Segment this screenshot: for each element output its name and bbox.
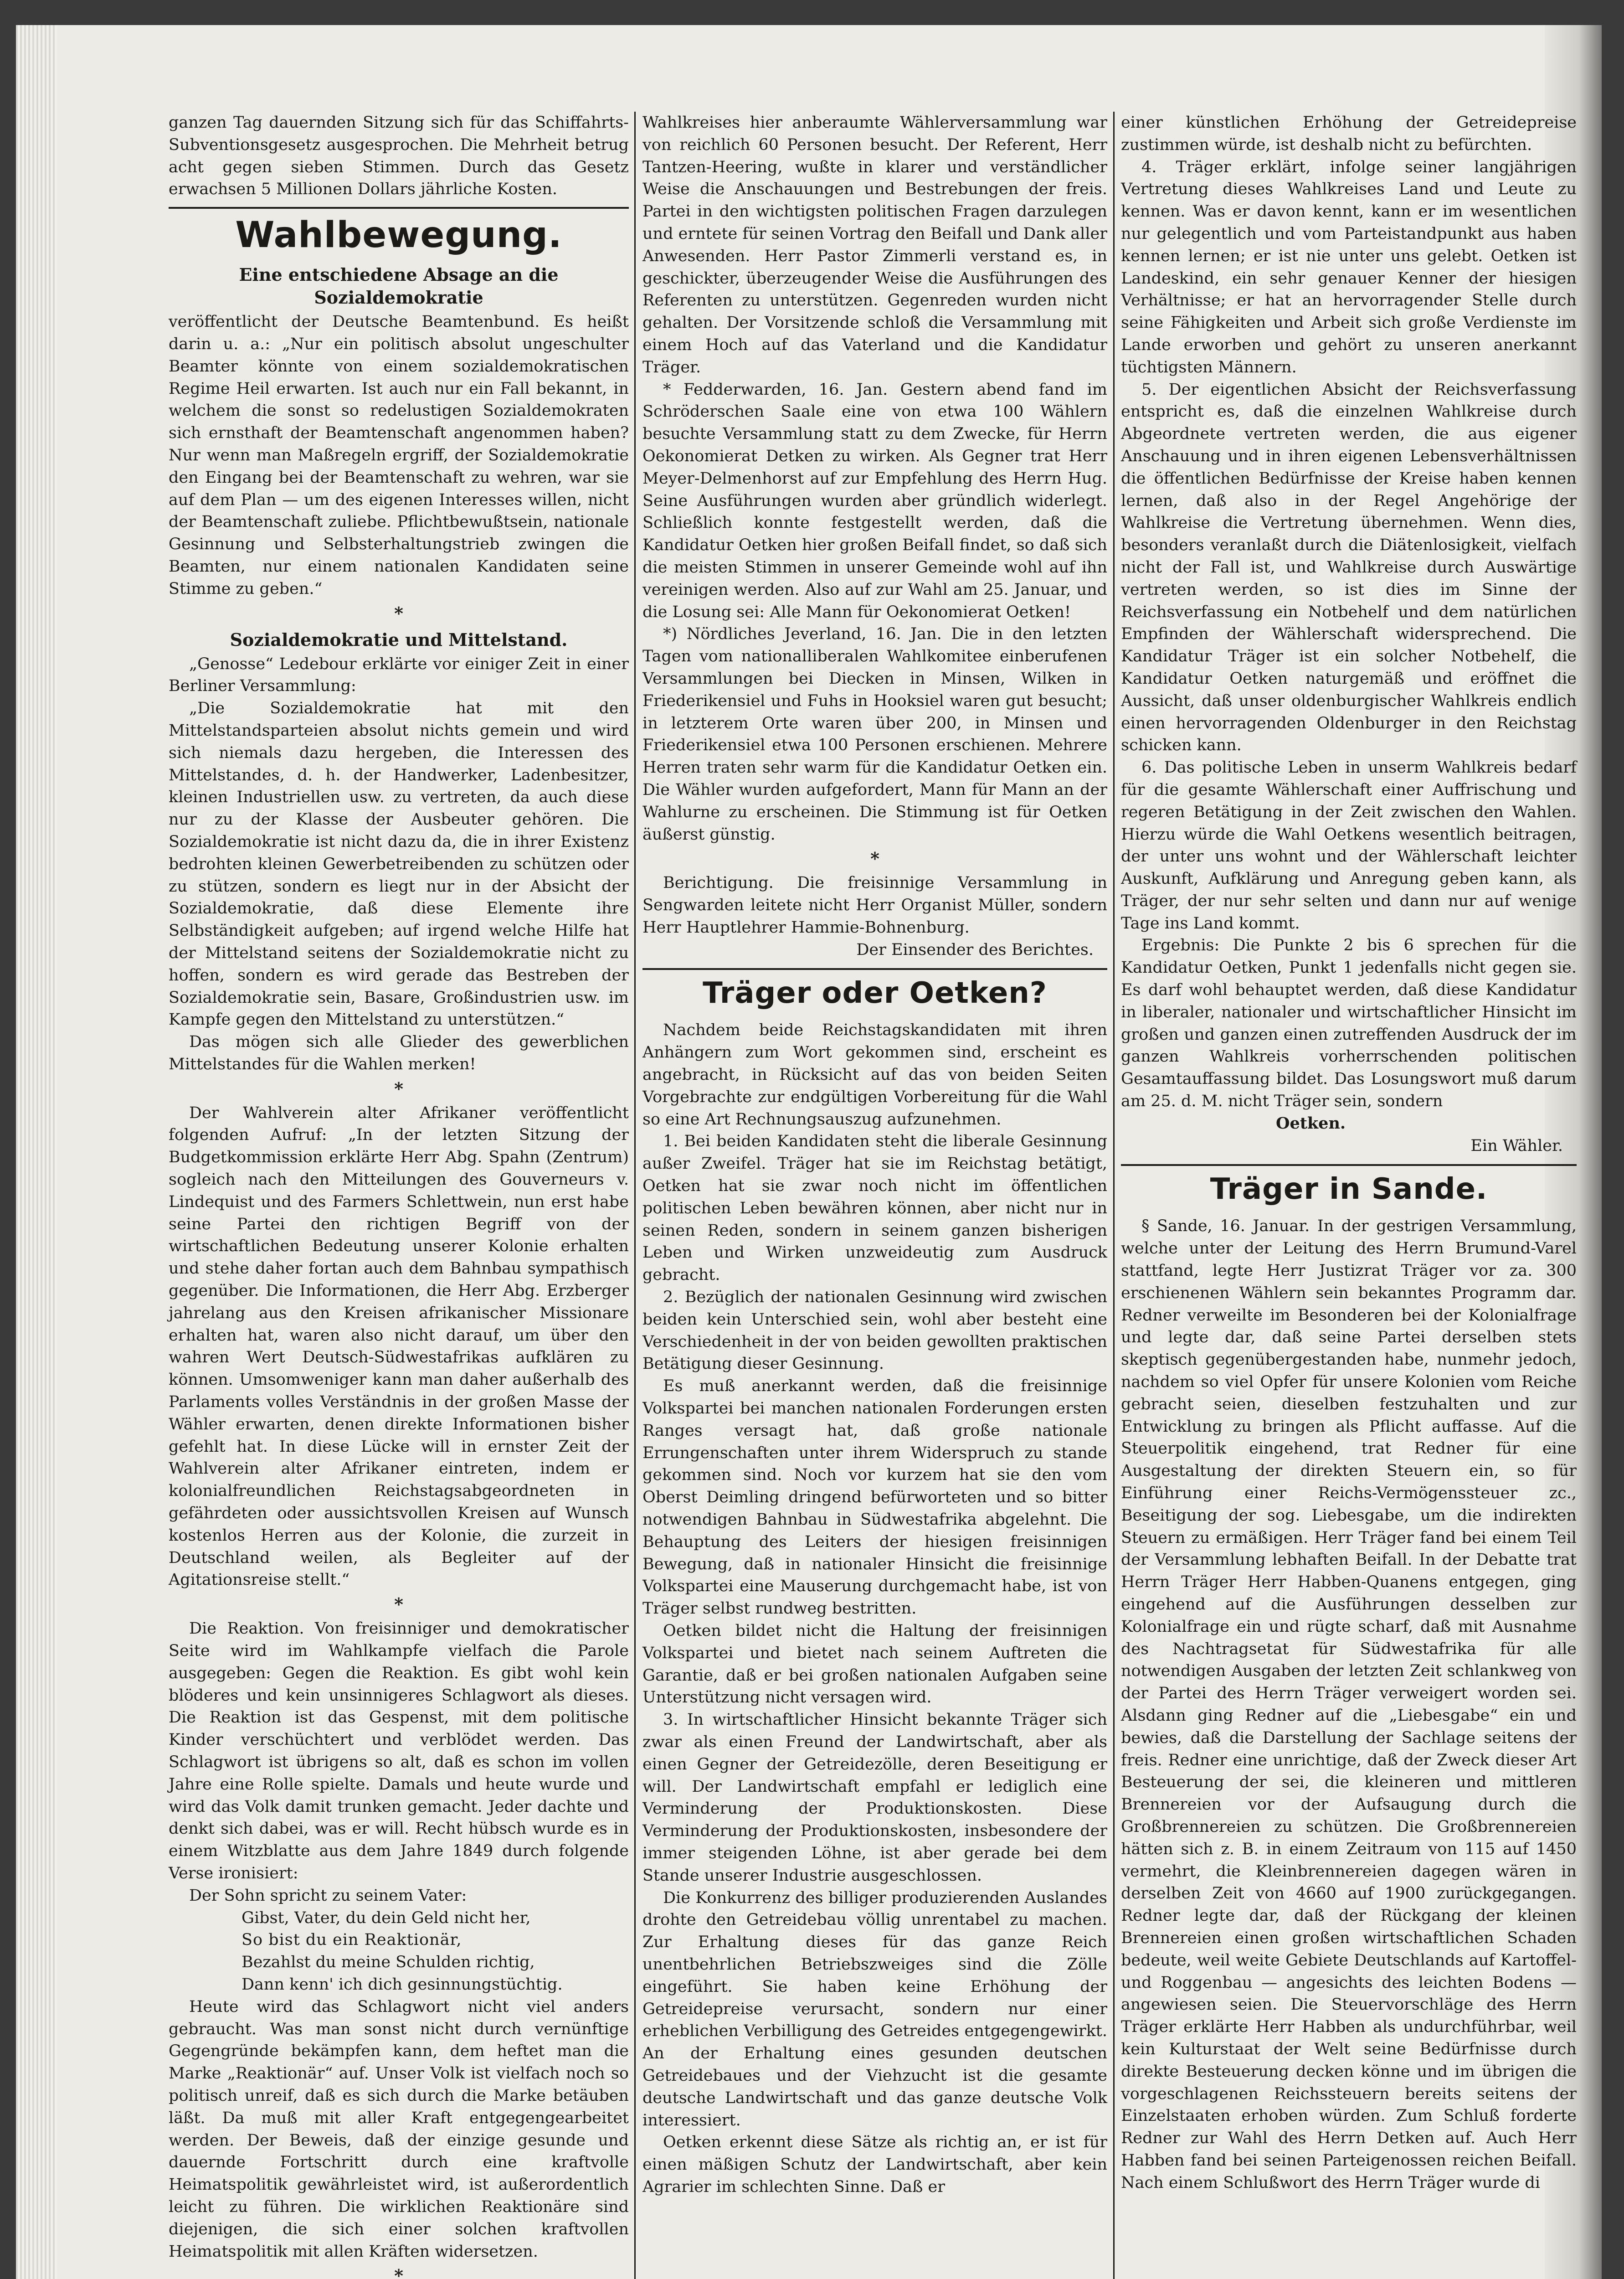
col3-separator-rule xyxy=(1121,1164,1577,1166)
page-stack-edge xyxy=(16,25,57,2279)
paragraph-point-5: 5. Der eigentlichen Absicht der Reichsverfassung entspricht es, daß die einzelnen Wahlkreise durch Abgeordnete vertreten werden, die aus eigener Anschauung und in ihren eigenen Lebensverhältnissen die öffentlichen Bedürfnisse der Kreise haben kennen lernen, daß also in der Regel Angehörige der Wahlkreise die Vertretung übernehmen. Wenn dies, besonders veranlaßt durch die Diätenlosigkeit, vielfach nicht der Fall ist, und Wahlkreise durch Auswärtige vertreten werden, so ist dies im Sinne der Reichsverfassung ein Notbehelf und dem natürlichen Empfinden der Wählerschaft widersprechend. Die Kandidatur Träger ist ein solcher Notbehelf, die Kandidatur Oetken naturgemäß und eröffnet die Aussicht, daß unser oldenburgischer Wahlkreis endlich einen hervorragenden Oldenburger in den Reichstag schicken kann. xyxy=(1121,380,1577,755)
paragraph-schlagwort: Heute wird das Schlagwort nicht viel anders gebraucht. Was man sonst nicht durch vernünftige Gegengründe bekämpfen kann, dem heftet man die Marke „Reaktionär“ auf. Unser Volk ist vielfach noch so politisch unreif, daß es sich durch die Marke betäuben läßt. Da muß mit aller Kraft entgegengearbeitet werden. Der Beweis, daß der einzige gesunde und dauernde Fortschritt durch eine kraftvolle Heimatspolitik gewährleistet wird, ist außerordentlich leicht zu führen. Die wirklichen Reaktionäre sind diejenigen, die sich einer solchen kraftvollen Heimatspolitik mit allen Kräften widersetzen. xyxy=(169,1997,629,2261)
article-title-traeger-oder-oetken: Träger oder Oetken? xyxy=(703,976,1047,1011)
verse-line: Dann kenn' ich dich gesinnungstüchtig. xyxy=(242,1975,563,1994)
verse-line: Bezahlst du meine Schulden richtig, xyxy=(242,1953,535,1972)
column-1 xyxy=(169,112,629,2279)
paragraph-ergebnis: Ergebnis: Die Punkte 2 bis 6 sprechen für die Kandidatur Oetken, Punkt 1 jedenfalls nicht gegen sie. Es darf wohl behauptet werden, daß diese Kandidatur in liberaler, nationaler und wirtschaftlicher Hinsicht im großen und ganzen einen zutreffenden Ausdruck der im ganzen Wahlkreis vorherrschenden politischen Gesamtauffassung bildet. Das Losungswort muß darum am 25. d. M. nicht Träger sein, sondern xyxy=(1121,936,1577,1111)
separator-star: * xyxy=(870,848,879,869)
paragraph-point-6: 6. Das politische Leben in unserm Wahlkreis bedarf für die gesamte Wählerschaft einer Auffrischung und regeren Betätigung in der Zeit zwischen den Wahlen. Hierzu würde die Wahl Oetkens wesentlich beitragen, der unter uns wohnt und der Wählerschaft leichter Auskunft, Aufklärung und Anregung geben kann, als Träger, der nur sehr selten und dann nur auf wenige Tage ins Land kommt. xyxy=(1121,758,1577,933)
col2-separator-rule xyxy=(642,968,1107,970)
column-rule-left xyxy=(634,112,636,2279)
subheading-absage: Eine entschiedene Absage an die Sozialdemokratie xyxy=(239,264,559,308)
paragraph-jeverland: *) Nördliches Jeverland, 16. Jan. Die in den letzten Tagen vom nationalliberalen Wahlkomitee einberufenen Versammlungen bei Diecken in Minsen, Wilken in Friederikensiel und Fuhs in Hooksiel waren gut besucht; in letzterem Orte waren über 200, in Minsen und Friederikensiel etwa 100 Personen erschienen. Mehrere Herren traten sehr warm für die Kandidatur Oetken ein. Die Wähler wurden aufgefordert, Mann für Mann an der Wahlurne zu erscheinen. Die Stimmung ist für Oetken äußerst günstig. xyxy=(642,625,1107,844)
paragraph-reaktion: Die Reaktion. Von freisinniger und demokratischer Seite wird im Wahlkampfe vielfach die Parole ausgegeben: Gegen die Reaktion. Es gibt wohl kein blöderes und kein unsinnigeres Schlagwort als dieses. Die Reaktion ist das Gespenst, mit dem politische Kinder verschüchtert und verblödet werden. Das Schlagwort ist übrigens so alt, daß es schon im vollen Jahre eine Rolle spielte. Damals und heute wurde und wird das Volk damit trunken gemacht. Jeder dachte und denkt sich dabei, was er will. Recht hübsch wurde es in einem Witzblatte aus dem Jahre 1849 durch folgende Verse ironisiert: xyxy=(169,1619,629,1882)
paragraph-point-2: 2. Bezüglich der nationalen Gesinnung wird zwischen beiden kein Unterschied sein, wohl aber besteht eine Verschiedenheit in der von beiden gewollten praktischen Betätigung dieser Gesinnung. xyxy=(642,1288,1107,1373)
paragraph-fedderwarden-16: * Fedderwarden, 16. Jan. Gestern abend fand im Schröderschen Saale eine von etwa 100 Wählern besuchte Versammlung statt zu dem Zwecke, für Herrn Oekonomierat Detken zu wirken. Als Gegner trat Herr Meyer-Delmenhorst auf zur Empfehlung des Herrn Hug. Seine Ausführungen wurden aber gründlich widerlegt. Schließlich konnte festgestellt werden, daß die Kandidatur Oetken hier großen Beifall findet, so daß sich die meisten Stimmen in unserer Gemeinde wohl auf ihn vereinigen werden. Also auf zur Wahl am 25. Januar, und die Losung sei: Alle Mann für Oekonomierat Oetken! xyxy=(642,380,1107,621)
paragraph-berichtigung: Berichtigung. Die freisinnige Versammlung in Sengwarden leitete nicht Herr Organist Müller, sondern Herr Hauptlehrer Hammie-Bohnenburg. xyxy=(642,874,1107,937)
paragraph-ledebour-quote: „Die Sozialdemokratie hat mit den Mittelstandsparteien absolut nichts gemein und wird sich niemals dazu hergeben, die Interessen des Mittelstandes, d. h. der Handwerker, Ladenbesitzer, kleinen Industriellen usw. zu vertreten, da auch diese nur zu der Klasse der Ausbeuter gehören. Die Sozialdemokratie ist nicht dazu da, die in ihrer Existenz bedrohten kleinen Gewerbetreibenden zu schützen oder zu stützen, sondern es liegt nur in der Absicht der Sozialdemokratie, daß diese Elemente ihre Selbständigkeit aufgeben; auf irgend welche Hilfe hat der Mittelstand seitens der Sozialdemokratie nicht zu hoffen, sondern es wird gerade das Bestreben der Sozialdemokratie sein, Basare, Großindustrien usw. im Kampfe gegen den Mittelstand zu unterstützen.“ xyxy=(169,699,629,1029)
paragraph-mittelstand-note: Das mögen sich alle Glieder des gewerblichen Mittelstandes für die Wahlen merken! xyxy=(169,1033,629,1073)
paragraph-volkspartei: Es muß anerkannt werden, daß die freisinnige Volkspartei bei manchen nationalen Forderungen ersten Ranges versagt hat, daß große nationale Errungenschaften unter ihrem Widerspruch zu stande gekommen sind. Noch vor kurzem hat sie den vom Oberst Deimling dringend befürworteten und so bitter notwendigen Bahnbau in Südwestafrika abgelehnt. Die Behauptung des Leiters der hiesigen freisinnigen Bewegung, daß in nationaler Hinsicht die freisinnige Volkspartei eine Mauserung durchgemacht habe, ist von Träger selbst rundweg bestritten. xyxy=(642,1377,1107,1618)
col1-separator-rule xyxy=(169,207,629,209)
paragraph-ledebour: „Genosse“ Ledebour erklärte vor einiger Zeit in einer Berliner Versammlung: xyxy=(169,655,629,696)
paragraph-oetken-haltung: Oetken bildet nicht die Haltung der freisinnigen Volkspartei und bietet nach seinem Auftreten die Garantie, daß er bei großen nationalen Aufgaben seine Unterstützung nicht versagen wird. xyxy=(642,1622,1107,1707)
verse-line: So bist du ein Reaktionär, xyxy=(242,1931,462,1949)
paragraph-afrikaner: Der Wahlverein alter Afrikaner veröffentlicht folgenden Aufruf: „In der letzten Sitzung der Budgetkommission erklärte Herr Abg. Spahn (Zentrum) sogleich nach den Mitteilungen des Gouverneurs v. Lindequist und des Farmers Schlettwein, nun erst habe seine Partei den richtigen Begriff von der wirtschaftlichen Bedeutung unserer Kolonie erhalten und stehe daher fortan auch dem Bahnbau sympathisch gegenüber. Die Informationen, die Herr Abg. Erzberger jahrelang aus den Kreisen afrikanischer Missionare erhalten hat, waren also nicht darauf, um über den wahren Wert Deutsch-Südwestafrikas aufklären zu können. Umsomweniger kann man daher außerhalb des Parlaments volles Verständnis in der großen Masse der Wähler erwarten, denen direkte Informationen bisher gefehlt hat. In diese Lücke will in ernster Zeit der Wahlverein alter Afrikaner eintreten, indem er kolonialfreundlichen Reichstagsabgeordneten in gefährdeten oder aussichtsvollen Kreisen auf Wunsch kostenlos Herren aus der Kolonie, die zurzeit in Deutschland weilen, als Begleiter auf der Agitationsreise stellt.“ xyxy=(169,1103,629,1589)
paragraph-wahlkreis-continued: Wahlkreises hier anberaumte Wählerversammlung war von reichlich 60 Personen besucht. Der Referent, Herr Tantzen-Heering, wußte in klarer und verständlicher Weise die Anschauungen und Bestrebungen der freis. Partei in den wichtigsten politischen Fragen darzulegen und erntete für seinen Vortrag den Beifall und Dank aller Anwesenden. Herr Pastor Zimmerli verstand es, in geschickter, überzeugender Weise die Ausführungen des Referenten zu unterstützen. Gegenreden wurden nicht gehalten. Der Vorsitzende schloß die Versammlung mit einem Hoch auf das Vaterland und die Kandidatur Träger. xyxy=(642,113,1107,376)
paragraph-getreidepreise-continued: einer künstlichen Erhöhung der Getreidepreise zustimmen würde, ist deshalb nicht zu befürchten. xyxy=(1121,113,1577,154)
paragraph-rechnungsauszug: Nachdem beide Reichstagskandidaten mit ihren Anhängern zum Wort gekommen sind, erscheint es angebracht, in Rücksicht auf das von beiden Seiten Vorgebrachte zur endgültigen Vorbereitung für die Wahl so eine Art Rechnungsauszug aufzunehmen. xyxy=(642,1021,1107,1129)
paragraph-beamtenbund: veröffentlicht der Deutsche Beamtenbund. Es heißt darin u. a.: „Nur ein politisch absolut ungeschulter Beamter könnte von einem sozialdemokratischen Regime Heil erwarten. Ist auch nur ein Fall bekannt, in welchem die sonst so redelustigen Sozialdemokraten sich ernsthaft der Beamtenschaft angenommen haben? Nur wenn man Maßregeln ergriff, der Sozialdemokratie den Eingang bei der Beamtenschaft zu wehren, war sie auf dem Plan — um des eigenen Interesses willen, nicht der Beamtenschaft zuliebe. Pflichtbewußtsein, nationale Gesinnung und Selbsterhaltungstrieb zwingen die Beamten, nur einem nationalen Kandidaten seine Stimme zu geben.“ xyxy=(169,313,629,598)
article-title-traeger-in-sande: Träger in Sande. xyxy=(1210,1172,1488,1207)
separator-star: * xyxy=(394,1594,403,1615)
separator-star: * xyxy=(394,603,403,624)
column-3 xyxy=(1121,112,1577,2194)
paragraph-sande: § Sande, 16. Januar. In der gestrigen Versammlung, welche unter der Leitung des Herrn Brumund-Varel stattfand, legte Herr Justizrat Träger vor za. 300 erschienenen Wählern sein bekanntes Programm dar. Redner verweilte im Besonderen bei der Kolonialfrage und legte dar, daß seine Partei derselben stets skeptisch gegenübergestanden habe, nunmehr jedoch, nachdem so viel Opfer für unsere Kolonien vom Reiche gebracht seien, dieselben festzuhalten und zur Entwicklung zu bringen als Pflicht auffasse. Auf die Steuerpolitik eingehend, trat Redner für eine Ausgestaltung der direkten Steuern ein, so für Einführung einer Reichs-Vermögenssteuer zc., Beseitigung der sog. Liebesgabe, um die indirekten Steuern zu ermäßigen. Herr Träger fand bei einem Teil der Versammlung lebhaften Beifall. In der Debatte trat Herrn Träger Herr Habben-Quanens entgegen, ging eingehend auf die Ausführungen desselben zur Kolonialfrage ein und rügte scharf, daß mit Ausnahme des Nachtragsetat für Südwestafrika für alle notwendigen Ausgaben der letzten Zeit schlankweg von der Partei des Herrn Träger verweigert worden sei. Alsdann ging Redner auf die „Liebesgabe“ ein und bewies, daß die Darstellung der Sachlage seitens der freis. Redner eine unrichtige, daß der Zweck dieser Art Besteuerung der sei, die kleineren und mittleren Brennereien vor der Aufsaugung durch die Großbrennereien zu schützen. Die Großbrennereien hätten sich z. B. in einem Zeitraum von 115 auf 1450 vermehrt, die Kleinbrennereien dagegen wären in derselben Zeit von 4660 auf 1900 zurückgegangen. Redner legte dar, daß der Rückgang der kleinen Brennereien einen großen wirtschaftlichen Schaden bedeute, weil weite Gebiete Deutschlands auf Kartoffel- und Roggenbau — angesichts des leichten Bodens — angewiesen seien. Die Steuervorschläge des Herrn Träger erklärte Herr Habben als undurchführbar, weil kein Kulturstaat der Welt seine Bedürfnisse durch direkte Besteuerung decken könne und im übrigen die vorgeschlagenen Reichssteuern bereits seitens der Einzelstaaten erhoben würden. Zum Schluß forderte Redner zur Wahl des Herrn Detken auf. Auch Herr Habben fand bei seinen Parteigenossen reichen Beifall. Nach einem Schlußwort des Herrn Träger wurde di xyxy=(1121,1217,1577,2192)
paragraph-point-3: 3. In wirtschaftlicher Hinsicht bekannte Träger sich zwar als einen Freund der Landwirtschaft, aber als einen Gegner der Getreidezölle, deren Beseitigung er will. Der Landwirtschaft empfahl er lediglich eine Verminderung der Produktionskosten. Diese Verminderung der Produktionskosten, insbesondere der immer steigenden Löhne, ist aber gerade bei dem Stande unserer Industrie ausgeschlossen. xyxy=(642,1711,1107,1885)
verse-intro: Der Sohn spricht zu seinem Vater: xyxy=(189,1886,467,1905)
paragraph-oetken-agrarier: Oetken erkennt diese Sätze als richtig an, er ist für einen mäßigen Schutz der Landwirtschaft, aber kein Agrarier im schlechten Sinne. Daß er xyxy=(642,2133,1107,2196)
signature-oetken: Oetken. xyxy=(1276,1114,1346,1133)
section-title-wahlbewegung: Wahlbewegung. xyxy=(235,215,562,256)
verse-line: Gibst, Vater, du dein Geld nicht her, xyxy=(242,1908,531,1927)
signoff-waehler: Ein Wähler. xyxy=(1470,1136,1563,1155)
paragraph-point-1: 1. Bei beiden Kandidaten steht die liberale Gesinnung außer Zweifel. Träger hat sie im Reichstag betätigt, Oetken hat sie zwar noch nicht im öffentlichen politischen Leben bewähren können, aber nicht nur in seinen Reden, sondern in seinem ganzen bisherigen Leben und Wirken unzweideutig zum Ausdruck gebracht. xyxy=(642,1132,1107,1284)
column-rule-right xyxy=(1113,112,1115,2279)
col1-top-paragraph: ganzen Tag dauernden Sitzung sich für das Schiffahrts-Subventionsgesetz ausgesprochen. Die Mehrheit betrug acht gegen sieben Stimmen. Durch das Gesetz erwachsen 5 Millionen Dollars jährliche Kosten. xyxy=(169,113,629,199)
column-2 xyxy=(642,112,1107,2198)
paragraph-point-4: 4. Träger erklärt, infolge seiner langjährigen Vertretung dieses Wahlkreises Land und Leute zu kennen. Was er davon kennt, kann er im wesentlichen nur gelegentlich und vom Parteistandpunkt aus haben kennen lernen; er ist nie unter uns gelebt. Oetken ist Landeskind, ein sehr genauer Kenner der hiesigen Verhältnisse; er hat an hervorragender Stelle durch seine Fähigkeiten und Arbeit sich große Verdienste im Lande erworben und gehört zu unseren anerkannt tüchtigsten Männern. xyxy=(1121,158,1577,376)
separator-star: * xyxy=(394,2265,403,2279)
subheading-mittelstand: Sozialdemokratie und Mittelstand. xyxy=(230,629,568,650)
separator-star: * xyxy=(394,1078,403,1099)
paragraph-konkurrenz: Die Konkurrenz des billiger produzierenden Auslandes drohte den Getreidebau völlig unrentabel zu machen. Zur Erhaltung dieses für das ganze Reich unentbehrlichen Betriebszweiges sind die Zölle eingeführt. Sie haben keine Erhöhung der Getreidepreise verursacht, sondern nur einer erheblichen Verbilligung des Getreides entgegengewirkt. An der Erhaltung eines gesunden deutschen Getreidebaues und der Viehzucht ist die gesamte deutsche Landwirtschaft und das ganze deutsche Volk interessiert. xyxy=(642,1888,1107,2129)
signoff-einsender: Der Einsender des Berichtes. xyxy=(856,940,1094,959)
